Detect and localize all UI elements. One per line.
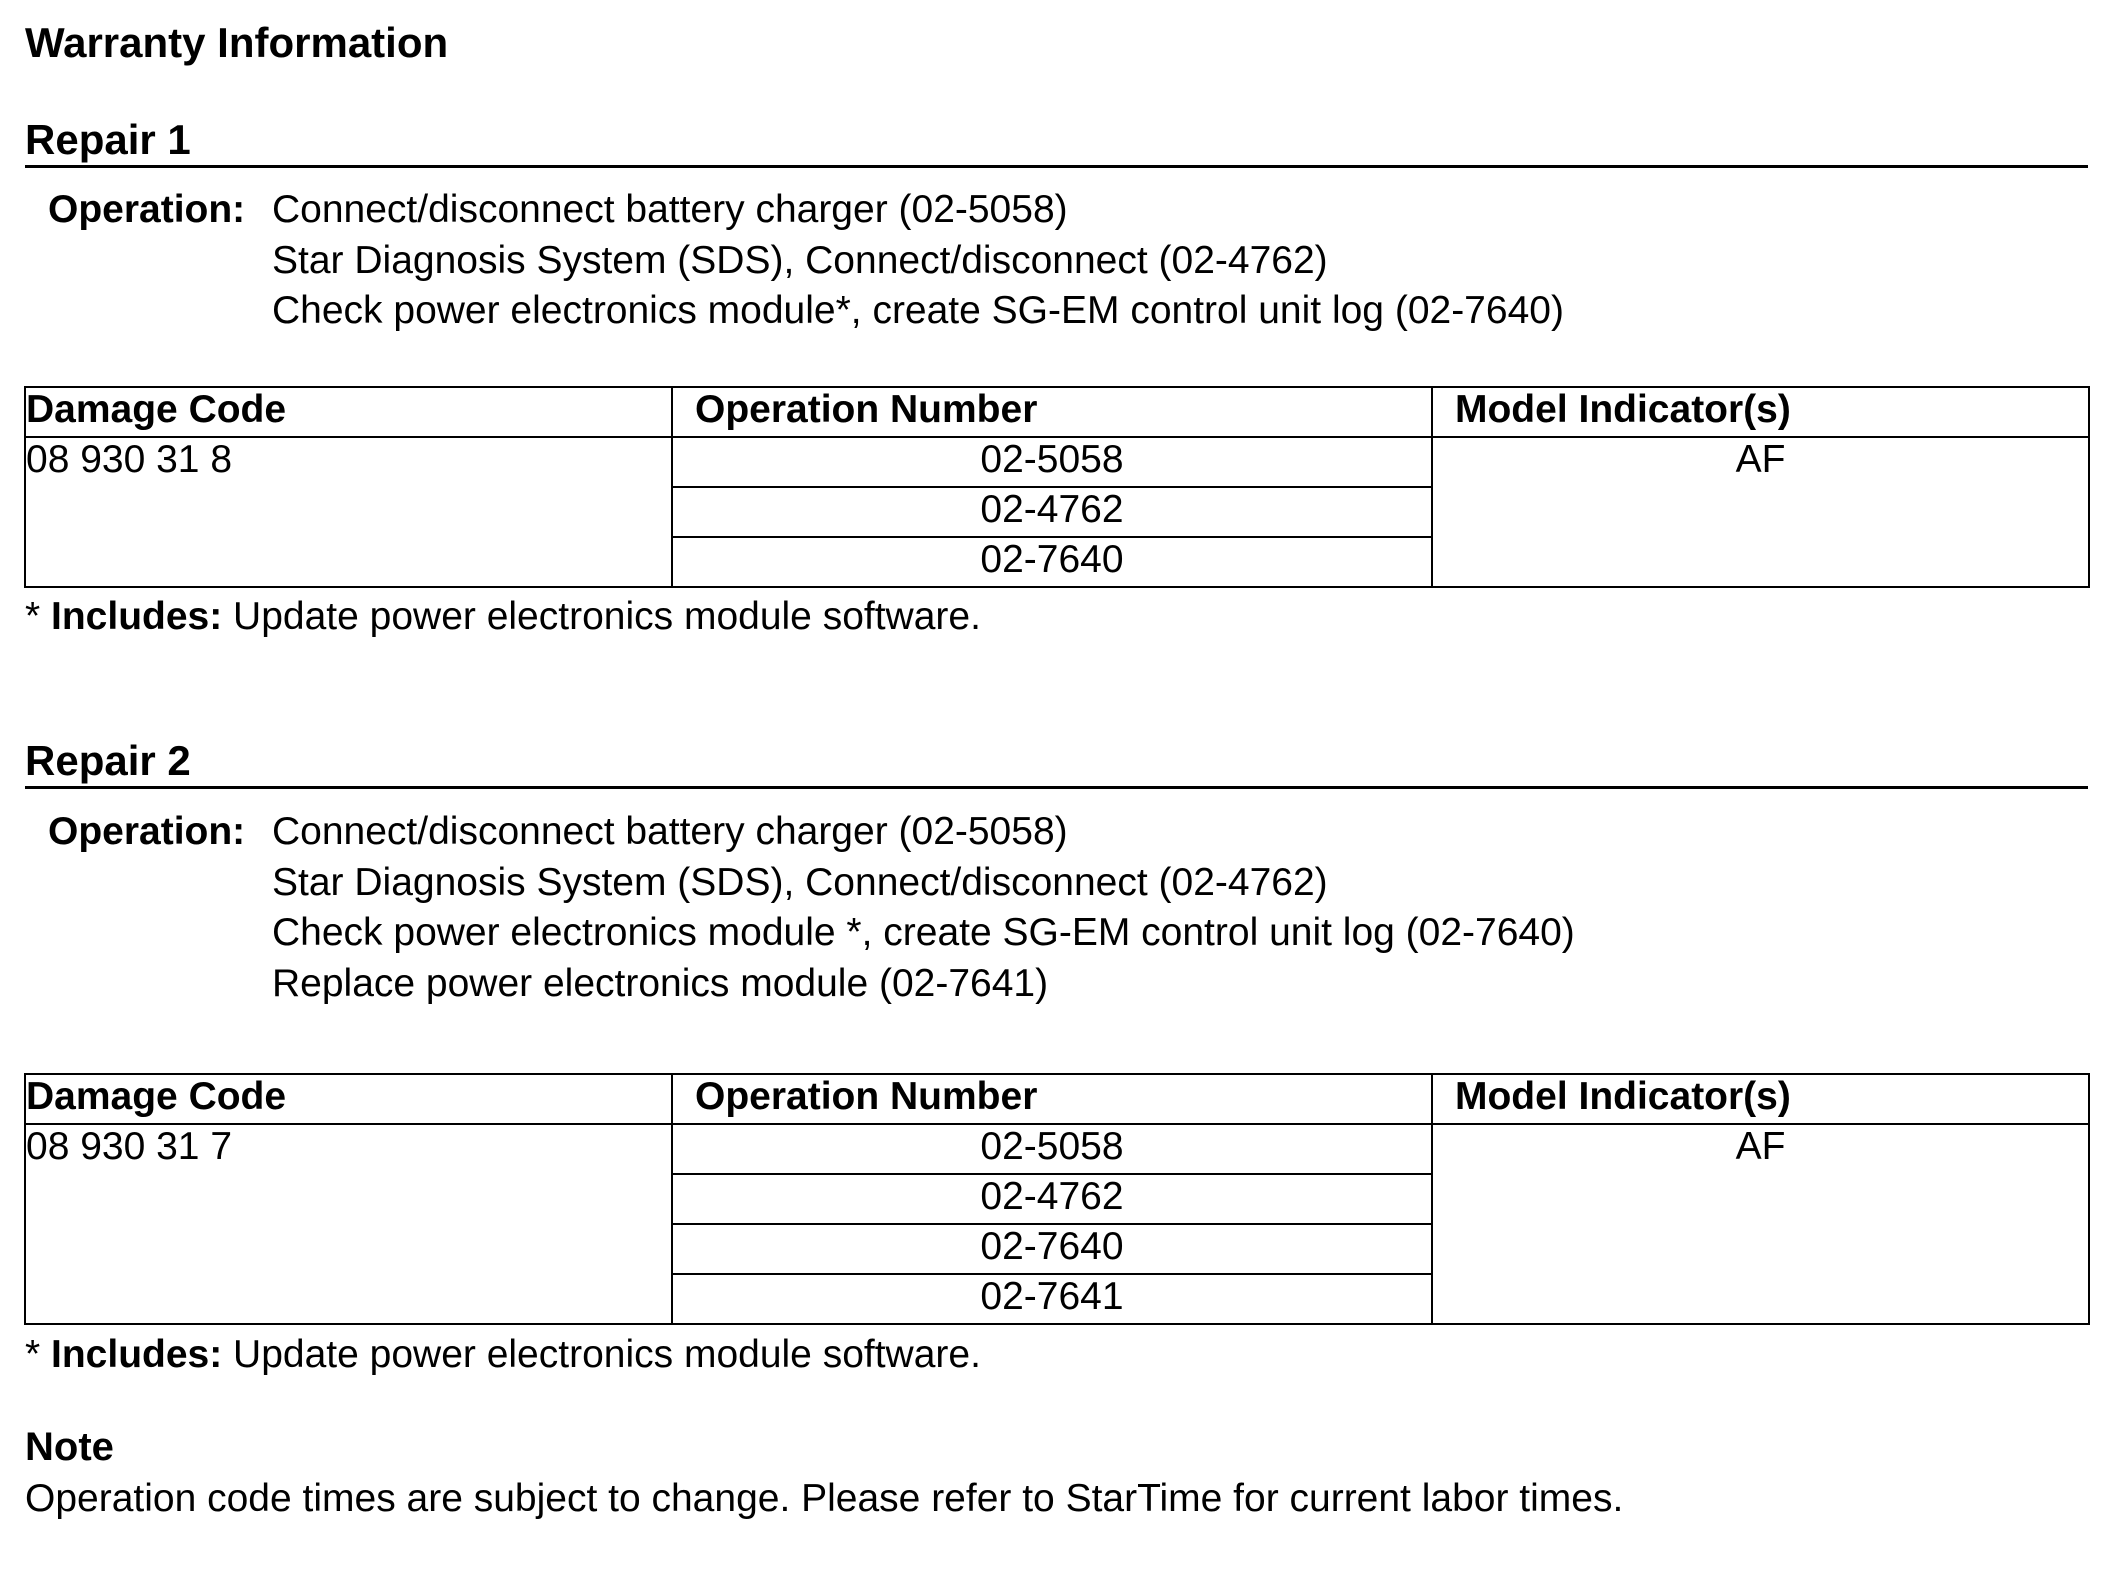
model-indicator-cell: AF [1432,1124,2089,1324]
table-row [25,1124,2089,1174]
repair-2-footnote [25,1331,981,1379]
operation-item: Connect/disconnect battery charger (02-5058) [272,810,1068,853]
damage-code-header: Damage Code [25,387,672,437]
operation-number-cell: 02-4762 [672,487,1432,537]
page-title: Warranty Information [25,19,449,66]
table-header-row [25,1074,2089,1124]
damage-code-cell: 08 930 31 8 [25,437,672,587]
operation-number-header: Operation Number [672,387,1432,437]
operation-list [272,185,1564,337]
footnote-marker: * [25,595,52,638]
damage-code-header: Damage Code [25,1074,672,1124]
operation-number-cell: 02-7640 [672,537,1432,587]
model-indicator-header: Model Indicator(s) [1432,1074,2089,1124]
footnote-text: Update power electronics module software. [222,1333,981,1376]
operation-label: Operation: [48,188,246,231]
model-indicator-header: Model Indicator(s) [1432,387,2089,437]
operation-item: Star Diagnosis System (SDS), Connect/disconnect (02-4762) [272,860,1328,904]
operation-item: Check power electronics module*, create SG-EM control unit log (02-7640) [272,289,1564,332]
model-indicator-cell: AF [1432,437,2089,587]
operation-number-cell: 02-5058 [672,1124,1432,1174]
operation-list [272,807,1575,1009]
footnote-marker: * [25,1333,52,1376]
operation-item: Star Diagnosis System (SDS), Connect/disconnect (02-4762) [272,238,1328,282]
note-text: Operation code times are subject to change. Please refer to StarTime for current labor times. [25,1477,1624,1520]
repair-2-heading: Repair 2 [25,736,2088,789]
damage-code-cell: 08 930 31 7 [25,1124,672,1324]
operation-number-cell: 02-5058 [672,437,1432,487]
operation-number-header: Operation Number [672,1074,1432,1124]
repair-1-heading: Repair 1 [25,115,2088,168]
footnote-text: Update power electronics module software. [222,595,981,638]
table-row [25,437,2089,487]
operation-item: Check power electronics module *, create SG-EM control unit log (02-7640) [272,911,1575,954]
operation-label: Operation: [48,810,246,853]
operation-number-cell: 02-4762 [672,1174,1432,1224]
includes-label: Includes: [51,595,223,638]
operation-item: Replace power electronics module (02-7641) [272,961,1049,1005]
repair-1-damage-table [24,386,2090,588]
repair-1-footnote [25,593,981,641]
note-heading: Note [25,1425,114,1469]
table-header-row [25,387,2089,437]
operation-number-cell: 02-7641 [672,1274,1432,1324]
operation-item: Connect/disconnect battery charger (02-5058) [272,188,1068,231]
operation-number-cell: 02-7640 [672,1224,1432,1274]
includes-label: Includes: [51,1333,223,1376]
repair-2-damage-table [24,1073,2090,1325]
